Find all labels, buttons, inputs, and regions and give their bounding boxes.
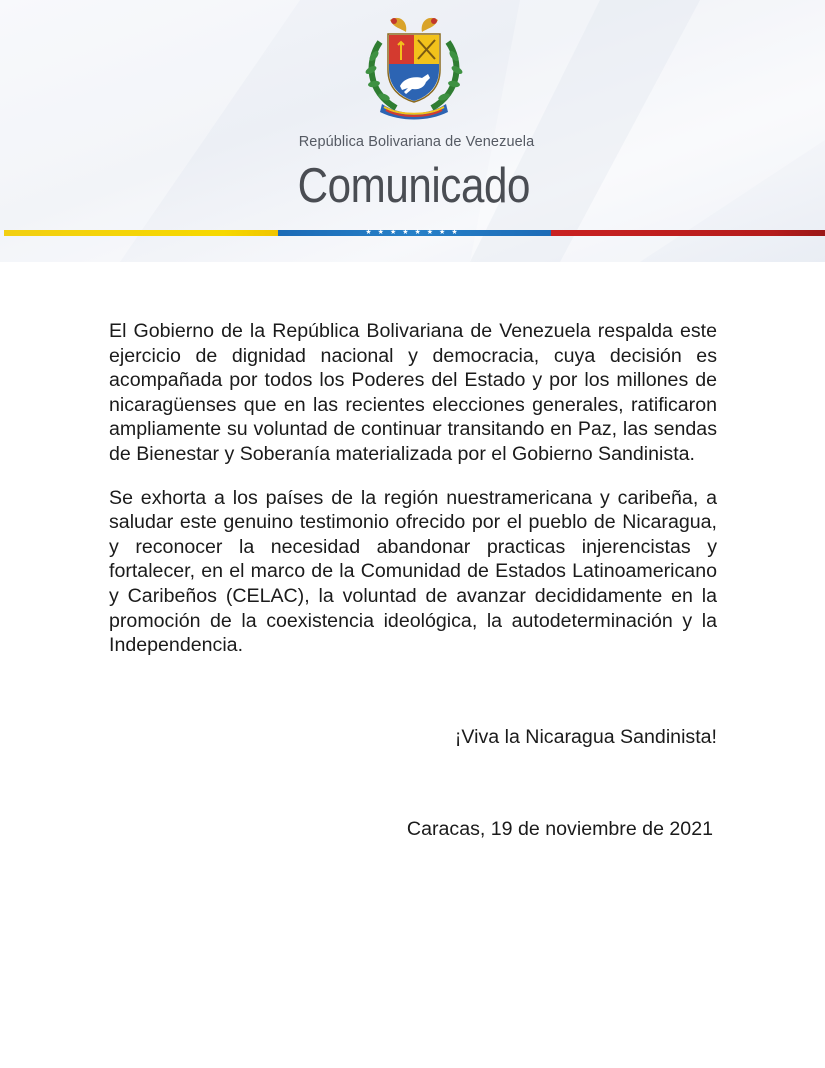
- flag-stripe-red: [551, 230, 825, 236]
- issuer-name: República Bolivariana de Venezuela: [298, 134, 535, 150]
- flag-stripe-yellow: [4, 230, 278, 236]
- communique-body: [109, 319, 717, 677]
- paragraph: El Gobierno de la República Bolivariana de Venezuela respalda este ejercicio de dignidad nacional y democracia, cuya decisión es acompañada por todos los Poderes del Estado y por los millones de nicaragüenses que en las recientes elecciones generales, ratificaron ampliamente su voluntad de continuar transitando en Paz, las sendas de Bienestar y Soberanía materializada por el Gobierno Sandinista.: [109, 320, 717, 465]
- paragraph: Se exhorta a los países de la región nuestramericana y caribeña, a saludar este genuino testimonio ofrecido por el pueblo de Nicaragua, y reconocer la necesidad abandonar practicas injerencistas y fortalecer, en el marco de la Comunidad de Estados Latinoamericano y Caribeños (CELAC), la voluntad de avanzar decididamente en la promoción de la coexistencia ideológica, la autodeterminación y la Independencia.: [109, 486, 717, 657]
- closing-line: ¡Viva la Nicaragua Sandinista!: [454, 726, 717, 748]
- flag-stripe: [4, 230, 825, 236]
- flag-stars-icon: ★★★★★★★★: [365, 229, 464, 236]
- flag-stripe-blue: [278, 230, 552, 236]
- coat-of-arms-icon: [360, 12, 468, 124]
- dateline: Caracas, 19 de noviembre de 2021: [406, 818, 713, 840]
- page-title: Comunicado: [297, 159, 530, 213]
- letterhead: [0, 0, 825, 262]
